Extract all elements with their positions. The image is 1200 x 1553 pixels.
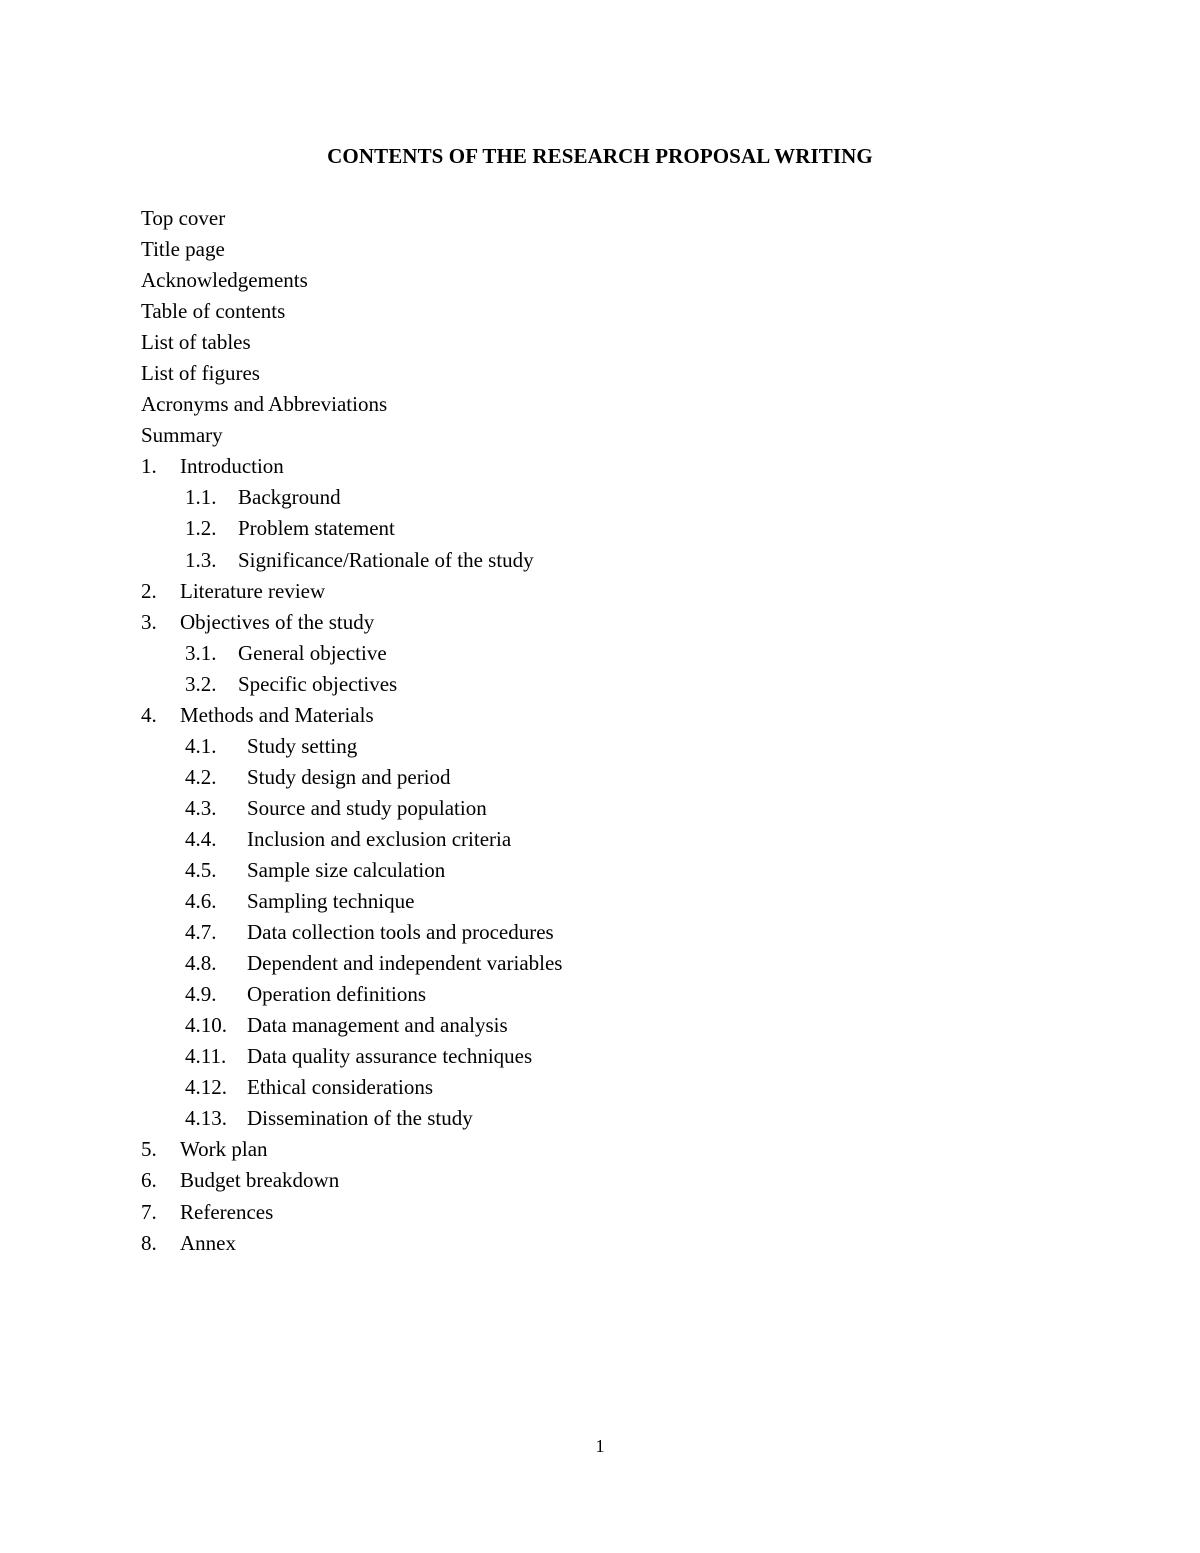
- toc-item-number: 6.: [141, 1168, 157, 1193]
- toc-item-label: Objectives of the study: [180, 609, 375, 634]
- toc-item-significance: [141, 545, 562, 576]
- toc-item-label: Study setting: [247, 733, 358, 758]
- toc-item-study-population: [141, 793, 562, 824]
- toc-item-problem-statement: [141, 513, 562, 544]
- toc-item-label: Annex: [180, 1230, 236, 1255]
- toc-item-study-setting: [141, 731, 562, 762]
- toc-item-number: 4.13.: [185, 1106, 227, 1131]
- toc-item-number: 4.12.: [185, 1075, 227, 1100]
- toc-item-label: Ethical considerations: [247, 1075, 434, 1100]
- toc-item-number: 1.3.: [185, 547, 217, 572]
- toc-item-label: Top cover: [141, 206, 226, 230]
- toc-item-number: 4.3.: [185, 795, 217, 820]
- toc-item-introduction: [141, 451, 562, 482]
- toc-item-label: Source and study population: [247, 795, 487, 820]
- toc-item-label: Inclusion and exclusion criteria: [247, 826, 512, 851]
- toc-item-sample-size: [141, 855, 562, 886]
- toc-item-label: Acknowledgements: [141, 268, 308, 293]
- toc-item-methods: [141, 700, 562, 731]
- toc-item-number: 2.: [141, 578, 157, 603]
- toc-item-label: Introduction: [180, 454, 284, 479]
- toc-item-background: [141, 482, 562, 513]
- toc-item-number: 4.11.: [185, 1044, 227, 1069]
- toc-item-acknowledgements: [141, 265, 562, 296]
- toc-item-sampling-technique: [141, 886, 562, 917]
- toc-item-number: 1.2.: [185, 516, 217, 541]
- toc-item-table-of-contents: [141, 296, 562, 327]
- toc-item-summary: [141, 420, 562, 451]
- toc-item-budget: [141, 1165, 562, 1196]
- toc-item-label: List of figures: [141, 361, 260, 386]
- toc-item-dissemination: [141, 1103, 562, 1134]
- toc-item-label: References: [180, 1199, 274, 1224]
- toc-item-label: Budget breakdown: [180, 1168, 340, 1193]
- toc-item-label: Literature review: [180, 578, 326, 603]
- toc-item-objectives: [141, 607, 562, 638]
- toc-item-operation-definitions: [141, 979, 562, 1010]
- toc-item-data-collection: [141, 917, 562, 948]
- toc-item-label: Title page: [141, 237, 225, 262]
- toc-item-number: 5.: [141, 1137, 157, 1162]
- toc-item-label: Dissemination of the study: [247, 1106, 473, 1131]
- toc-item-quality-assurance: [141, 1041, 562, 1072]
- toc-item-study-design: [141, 762, 562, 793]
- toc-item-label: Table of contents: [141, 299, 286, 324]
- toc-item-label: Data management and analysis: [247, 1013, 508, 1038]
- toc-item-number: 3.2.: [185, 671, 217, 696]
- toc-item-number: 4.4.: [185, 826, 217, 851]
- toc-item-label: Operation definitions: [247, 982, 427, 1007]
- toc-item-list-of-tables: [141, 327, 562, 358]
- toc-item-literature-review: [141, 576, 562, 607]
- toc-item-label: Summary: [141, 423, 223, 448]
- toc-item-number: 4.1.: [185, 733, 217, 758]
- toc-item-work-plan: [141, 1134, 562, 1165]
- toc-item-variables: [141, 948, 562, 979]
- table-of-contents: [141, 203, 562, 1259]
- toc-item-label: Problem statement: [238, 516, 395, 541]
- toc-item-label: Acronyms and Abbreviations: [141, 392, 388, 417]
- toc-item-list-of-figures: [141, 358, 562, 389]
- toc-item-label: Data collection tools and procedures: [247, 920, 554, 945]
- toc-item-number: 4.2.: [185, 764, 217, 789]
- toc-item-label: Work plan: [180, 1137, 268, 1162]
- toc-item-general-objective: [141, 638, 562, 669]
- toc-item-references: [141, 1197, 562, 1228]
- toc-item-number: 4.9.: [185, 982, 217, 1007]
- toc-item-specific-objectives: [141, 669, 562, 700]
- toc-item-number: 4.6.: [185, 889, 217, 914]
- toc-item-number: 4.10.: [185, 1013, 227, 1038]
- toc-item-number: 4.8.: [185, 951, 217, 976]
- toc-item-number: 7.: [141, 1199, 157, 1224]
- toc-item-ethical-considerations: [141, 1072, 562, 1103]
- toc-item-number: 4.: [141, 702, 157, 727]
- toc-item-label: Significance/Rationale of the study: [238, 547, 534, 572]
- toc-item-label: List of tables: [141, 330, 251, 355]
- toc-item-label: Dependent and independent variables: [247, 951, 563, 976]
- toc-item-number: 1.1.: [185, 485, 217, 510]
- toc-item-number: 3.: [141, 609, 157, 634]
- page-number: 1: [595, 1436, 605, 1456]
- toc-item-label: Methods and Materials: [180, 702, 374, 727]
- toc-item-data-management: [141, 1010, 562, 1041]
- toc-item-label: Background: [238, 485, 341, 510]
- toc-item-label: Sampling technique: [247, 889, 415, 914]
- toc-item-label: Sample size calculation: [247, 857, 446, 882]
- toc-item-inclusion-criteria: [141, 824, 562, 855]
- toc-item-label: Data quality assurance techniques: [247, 1044, 533, 1069]
- toc-item-number: 1.: [141, 454, 157, 479]
- toc-item-title-page: [141, 234, 562, 265]
- toc-item-label: General objective: [238, 640, 387, 665]
- toc-item-number: 4.7.: [185, 920, 217, 945]
- document-title: CONTENTS OF THE RESEARCH PROPOSAL WRITING: [327, 144, 873, 168]
- toc-item-number: 3.1.: [185, 640, 217, 665]
- toc-item-label: Specific objectives: [238, 671, 398, 696]
- toc-item-label: Study design and period: [247, 764, 451, 789]
- toc-item-annex: [141, 1228, 562, 1259]
- toc-item-top-cover: [141, 203, 562, 234]
- toc-item-acronyms: [141, 389, 562, 420]
- toc-item-number: 8.: [141, 1230, 157, 1255]
- toc-item-number: 4.5.: [185, 857, 217, 882]
